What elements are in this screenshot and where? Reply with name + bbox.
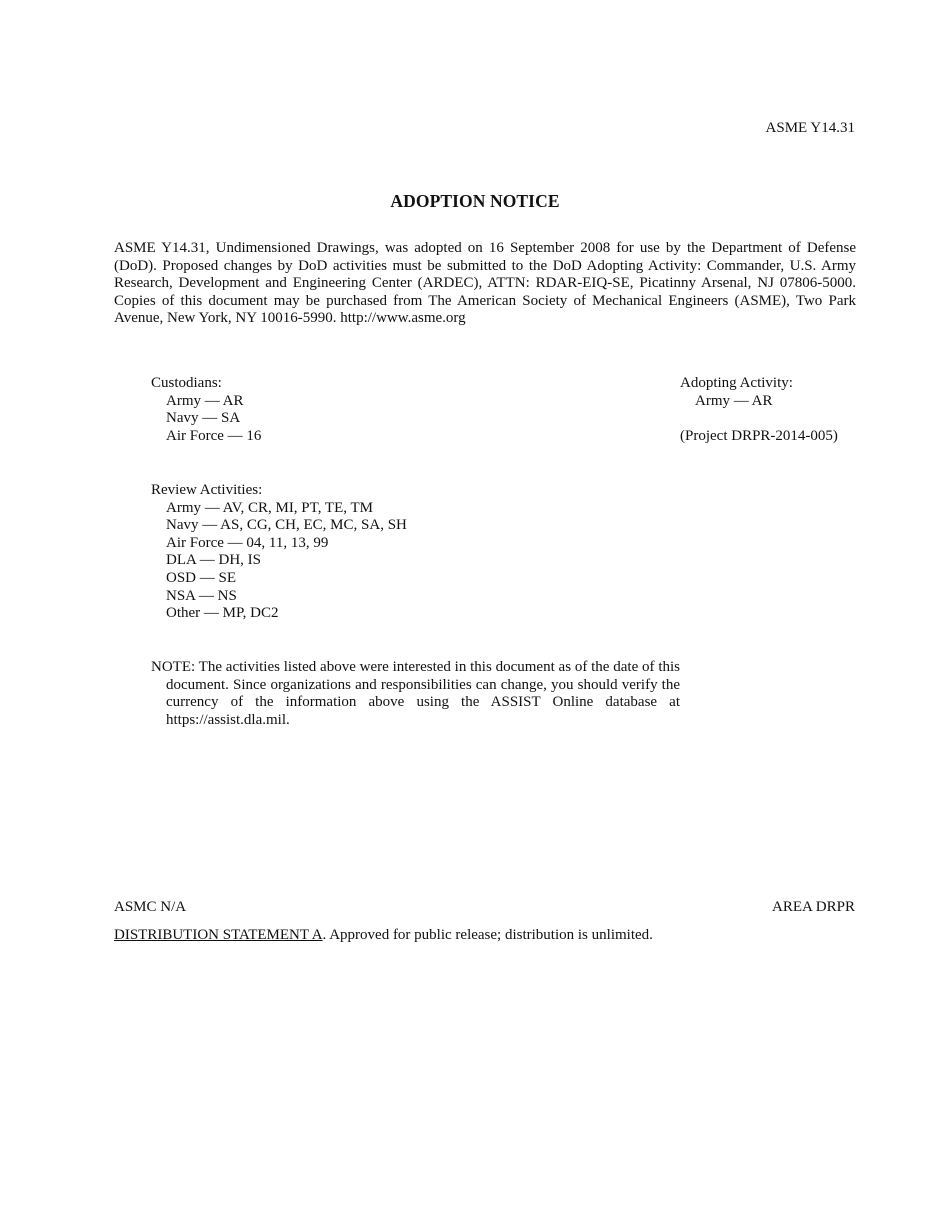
document-code: ASME Y14.31 xyxy=(765,120,855,136)
distribution-statement xyxy=(114,927,653,945)
review-activity-item: NSA — NS xyxy=(166,587,237,604)
review-activity-item: DLA — DH, IS xyxy=(166,552,262,569)
review-activity-item: Other — MP, DC2 xyxy=(166,605,279,622)
custodians-section xyxy=(151,375,261,445)
review-activity-item: Air Force — 04, 11, 13, 99 xyxy=(166,534,329,551)
asmc-code: ASMC N/A xyxy=(114,899,187,915)
review-activity-item: OSD — SE xyxy=(166,569,237,586)
adopting-activity-section xyxy=(680,375,838,445)
custodian-item: Navy — SA xyxy=(166,410,241,427)
area-code: AREA DRPR xyxy=(772,899,855,915)
review-activities-section xyxy=(151,482,407,623)
spacer xyxy=(680,410,838,428)
review-activity-item: Navy — AS, CG, CH, EC, MC, SA, SH xyxy=(166,517,407,534)
adopting-activity-item: Army — AR xyxy=(695,392,773,409)
review-activity-item: Army — AV, CR, MI, PT, TE, TM xyxy=(166,499,373,516)
review-activities-heading: Review Activities: xyxy=(151,482,263,498)
distribution-label: DISTRIBUTION STATEMENT A xyxy=(114,927,323,943)
adopting-activity-heading: Adopting Activity: xyxy=(680,375,793,391)
intro-paragraph: ASME Y14.31, Undimensioned Drawings, was adopted on 16 September 2008 for use by the Department of Defense (DoD). Proposed changes by DoD activities must be submitted to the DoD Adopting Activity: Commander, U.S. Army Research, Development and Engineering Center (ARDEC), ATTN: RDAR-EIQ-SE, Picatinny Arsenal, NJ 07806-5000. Copies of this document may be purchased from The American Society of Mechanical Engineers (ASME), Two Park Avenue, New York, NY 10016-5990. http://www.asme.org xyxy=(114,240,856,327)
custodian-item: Army — AR xyxy=(166,392,244,409)
distribution-text: . Approved for public release; distribution is unlimited. xyxy=(322,927,653,943)
note-paragraph: NOTE: The activities listed above were interested in this document as of the date of this document. Since organizations and responsibilities can change, you should verify the currency of the information above using the ASSIST Online database at https://assist.dla.mil. xyxy=(151,659,680,728)
custodian-item: Air Force — 16 xyxy=(166,427,262,444)
project-number: (Project DRPR-2014-005) xyxy=(680,427,838,444)
page-title: ADOPTION NOTICE xyxy=(390,191,560,211)
custodians-heading: Custodians: xyxy=(151,375,222,391)
